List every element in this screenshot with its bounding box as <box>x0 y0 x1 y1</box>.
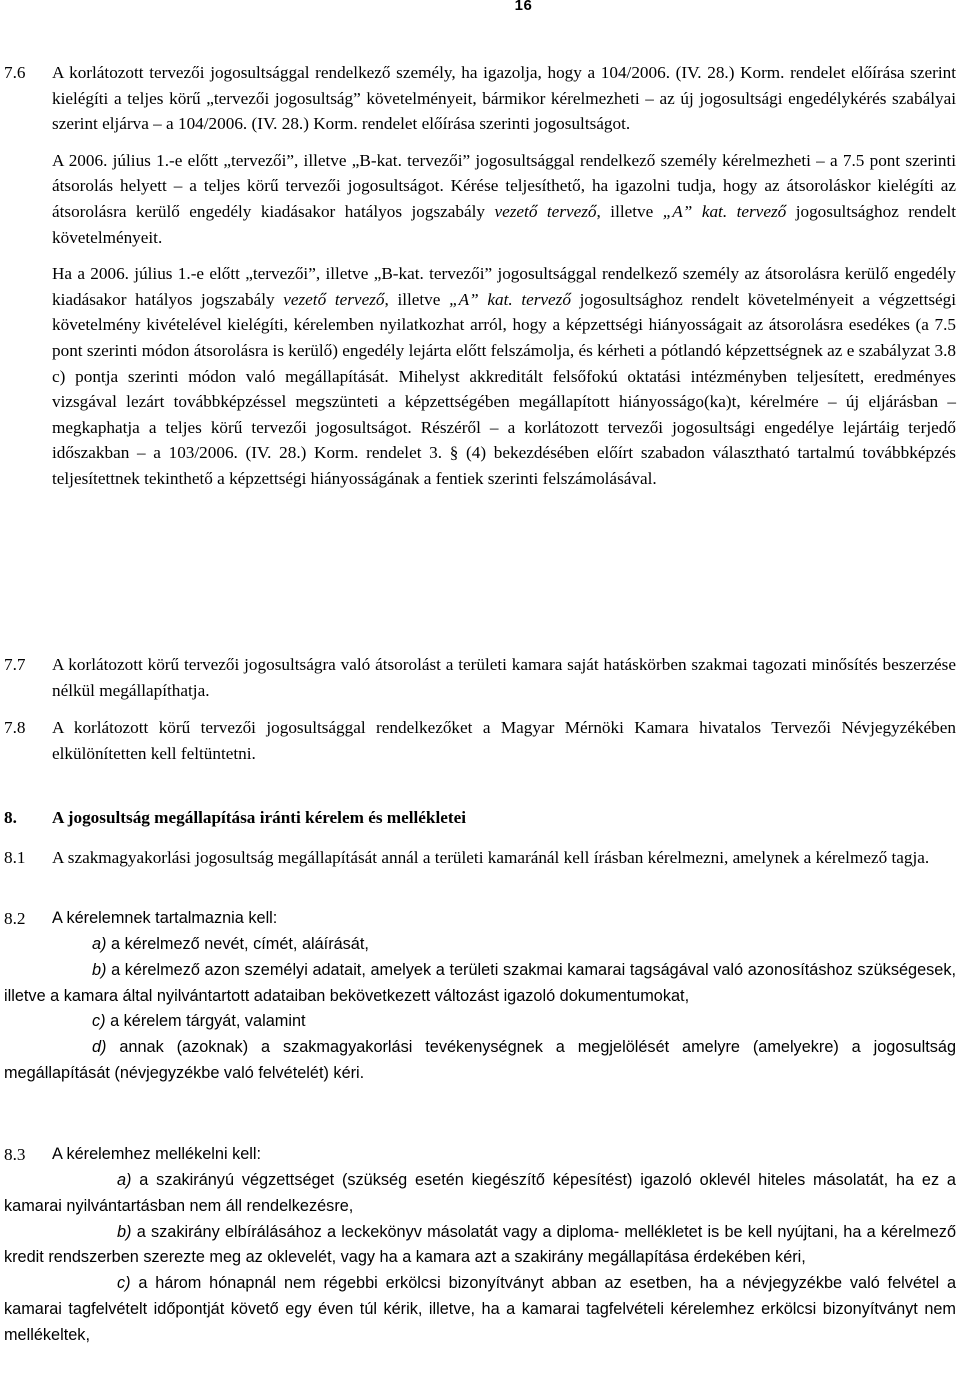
paragraph: A korlátozott tervezői jogosultsággal rendelkező személy, ha igazolja, hogy a 104/2006. (IV. 28.) Korm. rendelet előírása szerint kielégíti a teljes körű „tervezői jogosultság” követelményeit, bármikor kérelmezheti – az új jogosultsági engedélykérés szabályai szerint eljárva – a 104/2006. (IV. 28.) Korm. rendelet előírása szerinti jogosultságot. <box>52 63 956 134</box>
section-title: A jogosultság megállapítása iránti kérelem és mellékletei <box>52 808 467 827</box>
section-number: 8.3 <box>4 1145 26 1164</box>
list-8-2 <box>4 932 956 1087</box>
section-number: 8.1 <box>4 848 26 867</box>
list-item: c) a kérelem tárgyát, valamint <box>92 1012 306 1031</box>
section-body <box>52 60 956 492</box>
section-body <box>52 1142 956 1168</box>
paragraph: A szakmagyakorlási jogosultság megállapítását annál a területi kamaránál kell írásban kérelmezni, amelynek a kérelmező tagja. <box>52 848 930 867</box>
section-number: 7.6 <box>4 63 26 82</box>
intro: A kérelemhez mellékelni kell: <box>52 1145 262 1163</box>
list-item: c) a három hónapnál nem régebbi erkölcsi bizonyítványt abban az esetben, ha a névjegyzékbe való felvétel a kamarai tagfelvételt időpontját követő egy éven túl kérik, illetve, ha a kamarai tagfelvételi kérelemhez erkölcsi bizonyítványt nem mellékeltek, <box>4 1274 956 1344</box>
paragraph: A korlátozott körű tervezői jogosultsággal rendelkezőket a Magyar Mérnöki Kamara hivatalos Tervezői Névjegyzékében elkülönítetten kell feltüntetni. <box>52 718 956 763</box>
list-item: a) a szakirányú végzettséget (szükség esetén kiegészítő képesítést) igazoló oklevél hiteles másolatát, ha ez a kamarai nyilvántartásban nem áll rendelkezésre, <box>4 1171 956 1215</box>
list-item: a) a kérelmező nevét, címét, aláírását, <box>92 935 369 953</box>
section-number: 8.2 <box>4 909 26 928</box>
paragraph: Ha a 2006. július 1.-e előtt „tervezői”, illetve „B-kat. tervezői” jogosultsággal rendelkező személy az átsorolásra kerülő engedély kiadásakor hatályos jogszabály vezető tervező, illetve „A” kat. tervező jogosultsághoz rendelt követelményeit a végzettségi követelmény kivételével kielégíti, kérelemben nyilatkozhat arról, hogy a képzettségi hiányosságait az átsorolásra esedékes (a 7.5 pont szerinti módon átsorolásra is kerülő) engedély lejárta előtt felszámolja, és kérheti a pótlandó képzettségnek az e szabályzat 3.8 c) pontja szerinti módon való megállapítását. Mihelyst akkreditált felsőfokú oktatási intézményben teljesített, eredményes vizsgával lezárt továbbképzéssel megszünteti a képzettségében megállapított hiányosságo(ka)t, kérelmére – új eljárásban – megkaphatja a teljes körű tervezői jogosultságot. Részéről – a korlátozott tervezői jogosultsági engedélye lejártáig terjedő időszakban – a 103/2006. (IV. 28.) Korm. rendelet 3. § (4) bekezdésében előírt szabadon választható tartalmú továbbképzés teljesítettnek tekinthető a képzettségi hiányosságának a fentiek szerinti felszámolásával. <box>52 264 957 488</box>
list-8-3 <box>4 1168 956 1349</box>
section-number: 7.8 <box>4 718 26 737</box>
section-body <box>52 906 956 932</box>
paragraph: A 2006. július 1.-e előtt „tervezői”, illetve „B-kat. tervezői” jogosultsággal rendelkező személy kérelmezheti – a 7.5 pont szerinti átsorolás helyett – a teljes körű tervezői jogosultságot. Kérése teljesíthető, ha igazolni tudja, hogy az átsoroláskor kielégíti az átsorolásra kerülő engedély kiadásakor hatályos jogszabály vezető tervező, illetve „A” kat. tervező jogosultsághoz rendelt követelményeit. <box>52 150 957 247</box>
section-number: 7.7 <box>4 655 26 674</box>
page-number: 16 <box>514 0 533 14</box>
section-body <box>52 652 956 703</box>
section-number: 8. <box>4 808 17 827</box>
paragraph: A korlátozott körű tervezői jogosultságra való átsorolást a területi kamara saját hatáskörben szakmai tagozati minősítés beszerzése nélkül megállapíthatja. <box>52 655 956 700</box>
intro: A kérelemnek tartalmaznia kell: <box>52 909 278 927</box>
section-body <box>52 845 956 871</box>
list-item: b) a kérelmező azon személyi adatait, amelyek a területi szakmai kamarai tagságával való azonosításhoz szükségesek, illetve a kamara által nyilvántartott adataiban bekövetkezett változást igazoló dokumentumokat, <box>4 960 956 1005</box>
list-item: b) a szakirány elbírálásához a leckekönyv másolatát vagy a diploma- mellékletet is be kell nyújtani, ha a kérelmező kredit rendszerben szerezte meg az oklevelét, vagy ha a kamara azt a szakirány megállapítása érdekében kéri, <box>4 1222 956 1267</box>
section-body <box>52 715 956 766</box>
list-item: d) annak (azoknak) a szakmagyakorlási tevékenységnek a megjelölését amelyre (amelyekre) a jogosultság megállapítását (névjegyzékbe való felvételét) kéri. <box>4 1038 956 1082</box>
